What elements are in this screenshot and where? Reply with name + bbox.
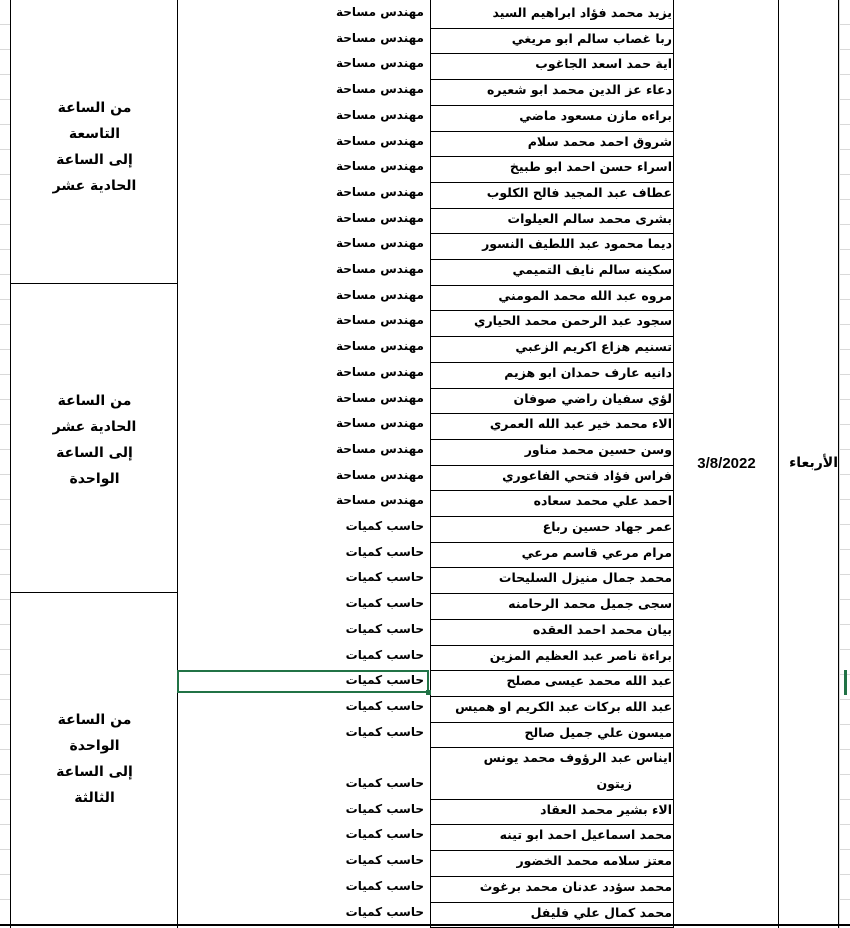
row-name-continuation: زيتون bbox=[596, 776, 632, 791]
period-separator-1 bbox=[10, 283, 177, 284]
period-separator-2 bbox=[10, 592, 177, 593]
row-job[interactable]: حاسب كميات bbox=[345, 853, 424, 868]
row-name[interactable]: دعاء عز الدين محمد ابو شعيره bbox=[486, 82, 672, 98]
row-job[interactable]: حاسب كميات bbox=[345, 673, 424, 688]
row-border bbox=[430, 208, 673, 209]
row-job[interactable]: مهندس مساحة bbox=[336, 339, 424, 354]
row-border bbox=[430, 542, 673, 543]
row-job[interactable]: مهندس مساحة bbox=[336, 5, 424, 19]
row-name[interactable]: وسن حسين محمد مناور bbox=[524, 441, 672, 457]
row-name[interactable]: لؤي سفيان راضي صوفان bbox=[513, 390, 672, 406]
row-job[interactable]: حاسب كميات bbox=[345, 544, 424, 559]
date-cell[interactable]: 3/8/2022 bbox=[697, 455, 756, 472]
row-border bbox=[430, 28, 673, 29]
row-border bbox=[430, 285, 673, 286]
row-border bbox=[430, 182, 673, 183]
row-job[interactable]: حاسب كميات bbox=[345, 621, 424, 636]
row-name[interactable]: احمد علي محمد سعاده bbox=[533, 493, 672, 509]
row-job[interactable]: مهندس مساحة bbox=[336, 159, 424, 174]
row-job[interactable]: مهندس مساحة bbox=[336, 262, 424, 276]
row-border bbox=[430, 105, 673, 106]
row-job[interactable]: حاسب كميات bbox=[345, 776, 424, 790]
row-job[interactable]: مهندس مساحة bbox=[336, 236, 424, 251]
row-name[interactable]: محمد اسماعيل احمد ابو تينه bbox=[499, 827, 672, 843]
border-name-col bbox=[673, 0, 674, 928]
row-job[interactable]: مهندس مساحة bbox=[336, 416, 424, 431]
row-border bbox=[430, 850, 673, 851]
row-job[interactable]: حاسب كميات bbox=[345, 904, 424, 919]
row-name[interactable]: بيان محمد احمد العقده bbox=[532, 621, 672, 637]
row-border bbox=[430, 336, 673, 337]
row-job[interactable]: مهندس مساحة bbox=[336, 390, 424, 405]
row-border bbox=[430, 79, 673, 80]
row-job[interactable]: مهندس مساحة bbox=[336, 313, 424, 328]
row-job[interactable]: حاسب كميات bbox=[345, 878, 424, 893]
row-name[interactable]: اية حمد اسعد الجاغوب bbox=[535, 56, 672, 72]
row-border bbox=[430, 747, 673, 748]
row-name[interactable]: براءة ناصر عبد العظيم المزين bbox=[489, 647, 672, 663]
row-job[interactable]: مهندس مساحة bbox=[336, 364, 424, 379]
period-2-line-4: الواحدة bbox=[69, 471, 120, 487]
row-border bbox=[430, 876, 673, 877]
row-border bbox=[430, 53, 673, 54]
period-2-line-3: إلى الساعة bbox=[56, 445, 133, 461]
row-job[interactable]: حاسب كميات bbox=[345, 827, 424, 842]
row-job[interactable]: مهندس مساحة bbox=[336, 493, 424, 508]
row-name[interactable]: عبد الله محمد عيسى مصلح bbox=[506, 673, 672, 689]
row-border bbox=[430, 902, 673, 903]
row-name[interactable]: بشرى محمد سالم العيلوات bbox=[507, 210, 672, 226]
row-border bbox=[430, 619, 673, 620]
row-job[interactable]: مهندس مساحة bbox=[336, 467, 424, 482]
row-job[interactable]: مهندس مساحة bbox=[336, 441, 424, 456]
row-name[interactable]: محمد جمال منيزل السليحات bbox=[498, 570, 672, 586]
row-border bbox=[430, 722, 673, 723]
row-name[interactable]: ميسون علي جميل صالح bbox=[524, 724, 672, 740]
row-name[interactable]: ربا غصاب سالم ابو مريغي bbox=[511, 30, 672, 46]
row-border bbox=[430, 259, 673, 260]
row-border bbox=[430, 670, 673, 671]
row-job[interactable]: حاسب كميات bbox=[345, 801, 424, 816]
period-1 bbox=[12, 95, 177, 199]
row-name[interactable]: مروه عبد الله محمد المومني bbox=[498, 287, 672, 303]
row-name[interactable]: سجى جميل محمد الرحامنه bbox=[508, 596, 672, 612]
row-border bbox=[430, 645, 673, 646]
row-border bbox=[430, 593, 673, 594]
selection-row-indicator bbox=[844, 670, 847, 695]
row-border bbox=[430, 413, 673, 414]
row-name[interactable]: عمر جهاد حسين رباع bbox=[542, 519, 672, 534]
period-3-line-2: الواحدة bbox=[69, 738, 120, 754]
row-job[interactable]: مهندس مساحة bbox=[336, 30, 424, 45]
border-left bbox=[10, 0, 11, 928]
row-border bbox=[430, 490, 673, 491]
day-cell[interactable]: الأربعاء bbox=[789, 455, 838, 471]
fill-handle[interactable] bbox=[426, 690, 431, 695]
row-border bbox=[430, 310, 673, 311]
row-name[interactable]: سجود عبد الرحمن محمد الحياري bbox=[474, 313, 672, 329]
period-3-line-3: إلى الساعة bbox=[56, 764, 133, 780]
row-border bbox=[430, 233, 673, 234]
row-border bbox=[430, 131, 673, 132]
gridlines-right bbox=[839, 0, 850, 928]
row-job[interactable]: حاسب كميات bbox=[345, 698, 424, 713]
row-border bbox=[430, 696, 673, 697]
row-name[interactable]: الاء بشير محمد العقاد bbox=[540, 801, 672, 817]
row-border bbox=[430, 362, 673, 363]
period-1-line-1: من الساعة bbox=[57, 100, 132, 116]
border-period-col bbox=[177, 0, 178, 928]
row-job[interactable]: حاسب كميات bbox=[345, 570, 424, 585]
row-name[interactable]: دانيه عارف حمدان ابو هزيم bbox=[504, 364, 672, 380]
row-name[interactable]: اسراء حسن احمد ابو طبيخ bbox=[509, 159, 672, 175]
row-border bbox=[430, 388, 673, 389]
period-3-line-4: الثالثة bbox=[74, 790, 115, 806]
row-job[interactable]: مهندس مساحة bbox=[336, 184, 424, 199]
row-job[interactable]: مهندس مساحة bbox=[336, 287, 424, 302]
row-job[interactable]: مهندس مساحة bbox=[336, 210, 424, 225]
period-2-line-1: من الساعة bbox=[57, 393, 132, 409]
row-name[interactable]: محمد كمال علي فليفل bbox=[530, 904, 672, 920]
row-job[interactable]: مهندس مساحة bbox=[336, 56, 424, 71]
border-right bbox=[838, 0, 839, 928]
row-name[interactable]: الاء محمد خير عبد الله العمري bbox=[489, 416, 672, 432]
row-name[interactable]: تسنيم هزاع اكريم الزعبي bbox=[515, 339, 672, 355]
row-job[interactable]: مهندس مساحة bbox=[336, 107, 424, 122]
row-job[interactable]: حاسب كميات bbox=[345, 647, 424, 662]
border-date-col bbox=[778, 0, 779, 928]
period-2 bbox=[12, 388, 177, 492]
row-name[interactable]: شروق احمد محمد سلام bbox=[527, 133, 672, 149]
row-border bbox=[430, 516, 673, 517]
row-name[interactable]: يزيد محمد فؤاد ابراهيم السيد bbox=[492, 5, 672, 20]
row-job[interactable]: حاسب كميات bbox=[345, 596, 424, 611]
row-border bbox=[430, 824, 673, 825]
period-1-line-4: الحادية عشر bbox=[52, 178, 137, 194]
row-job[interactable]: حاسب كميات bbox=[345, 724, 424, 739]
row-border bbox=[430, 439, 673, 440]
row-border bbox=[430, 567, 673, 568]
row-border bbox=[430, 799, 673, 800]
row-name[interactable]: براءه مازن مسعود ماضي bbox=[519, 107, 672, 123]
row-border bbox=[430, 465, 673, 466]
row-name[interactable]: ايناس عبد الرؤوف محمد يونس bbox=[483, 750, 672, 766]
period-2-line-2: الحادية عشر bbox=[52, 419, 137, 435]
row-border bbox=[430, 156, 673, 157]
row-name[interactable]: سكينه سالم نايف التميمي bbox=[512, 262, 672, 277]
row-name[interactable]: محمد سؤدد عدنان محمد برغوث bbox=[479, 878, 672, 894]
period-1-line-2: التاسعة bbox=[68, 126, 121, 142]
selected-cell[interactable] bbox=[177, 670, 429, 693]
row-name[interactable]: عطاف عبد المجيد فالح الكلوب bbox=[486, 184, 672, 200]
period-1-line-3: إلى الساعة bbox=[56, 152, 133, 168]
period-3-line-1: من الساعة bbox=[57, 712, 132, 728]
row-name[interactable]: عبد الله بركات عبد الكريم او هميس bbox=[455, 698, 672, 714]
table-bottom-border bbox=[0, 924, 850, 926]
row-job[interactable]: مهندس مساحة bbox=[336, 82, 424, 97]
period-3 bbox=[12, 707, 177, 811]
row-name[interactable]: ديما محمود عبد اللطيف النسور bbox=[482, 236, 672, 252]
row-name[interactable]: فراس فؤاد فتحي الفاعوري bbox=[502, 467, 672, 483]
row-name[interactable]: مرام مرعي قاسم مرعي bbox=[521, 544, 672, 560]
row-name[interactable]: معتز سلامه محمد الخضور bbox=[516, 853, 672, 869]
row-job[interactable]: مهندس مساحة bbox=[336, 133, 424, 148]
row-job[interactable]: حاسب كميات bbox=[345, 519, 424, 533]
